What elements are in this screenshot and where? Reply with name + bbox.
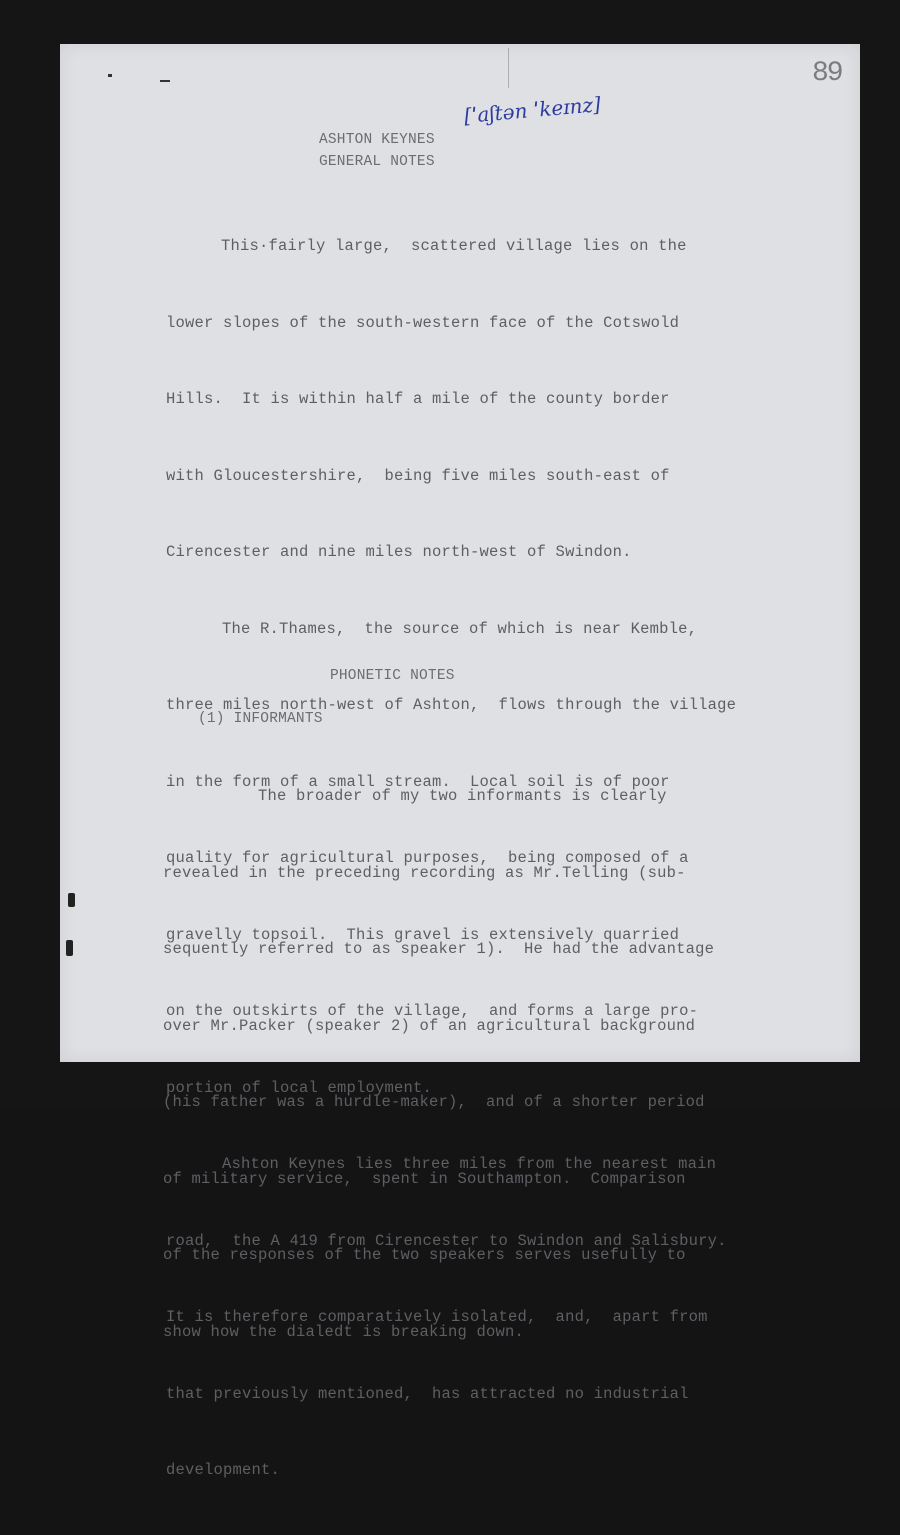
binder-hole xyxy=(66,940,73,956)
text-line: gravelly topsoil. This gravel is extensively quarried xyxy=(166,925,680,944)
ink-speck xyxy=(108,74,112,77)
text-line: of the responses of the two speakers serves usefully to xyxy=(163,1246,686,1264)
phonetic-notes-heading: PHONETIC NOTES xyxy=(330,668,455,684)
text-line: of military service, spent in Southampton. Comparison xyxy=(163,1169,686,1188)
handwritten-pronunciation: [ˈaʃtən ˈkeɪnz] xyxy=(462,92,602,128)
text-line: The broader of my two informants is clearly xyxy=(163,787,667,805)
document-subtitle: GENERAL NOTES xyxy=(319,154,435,170)
text-line: (his father was a hurdle-maker), and of a shorter period xyxy=(163,1093,705,1111)
text-line: lower slopes of the south-western face of the Cotswold xyxy=(166,313,680,332)
binder-hole xyxy=(68,893,75,907)
text-line: This·fairly large, scattered village lies on the xyxy=(221,237,687,255)
text-line: three miles north-west of Ashton, flows through the village xyxy=(166,696,737,714)
text-line: The R.Thames, the source of which is near Kemble, xyxy=(184,619,698,638)
text-line: sequently referred to as speaker 1). He had the advantage xyxy=(163,940,715,958)
text-line: in the form of a small stream. Local soil is of poor xyxy=(166,772,670,791)
text-line: development. xyxy=(166,1461,281,1479)
text-line: show how the dialedt is breaking down. xyxy=(163,1322,525,1341)
text-line: that previously mentioned, has attracted no industrial xyxy=(166,1384,689,1403)
text-line: Cirencester and nine miles north-west of Swindon. xyxy=(166,543,632,561)
text-line: Hills. It is within half a mile of the county border xyxy=(166,390,670,408)
text-line: Ashton Keynes lies three miles from the nearest main xyxy=(184,1155,717,1173)
document-title: ASHTON KEYNES xyxy=(319,132,435,148)
text-line: portion of local employment. xyxy=(166,1078,433,1097)
text-line: with Gloucestershire, being five miles south-east of xyxy=(166,466,670,485)
text-line: It is therefore comparatively isolated, and, apart from xyxy=(166,1308,708,1326)
text-line: quality for agricultural purposes, being composed of a xyxy=(166,849,689,867)
text-line: on the outskirts of the village, and forms a large pro- xyxy=(166,1002,699,1020)
ink-speck xyxy=(160,80,170,82)
text-line: revealed in the preceding recording as Mr.Telling (sub- xyxy=(163,863,686,882)
text-line: road, the A 419 from Cirencester to Swindon and Salisbury. xyxy=(166,1231,727,1250)
informants-heading: (1) INFORMANTS xyxy=(198,711,323,727)
informants-notes-body xyxy=(163,733,714,1396)
text-line: over Mr.Packer (speaker 2) of an agricultural background xyxy=(163,1016,696,1035)
page-number: 89 xyxy=(812,58,842,89)
paper-crease xyxy=(508,48,509,88)
